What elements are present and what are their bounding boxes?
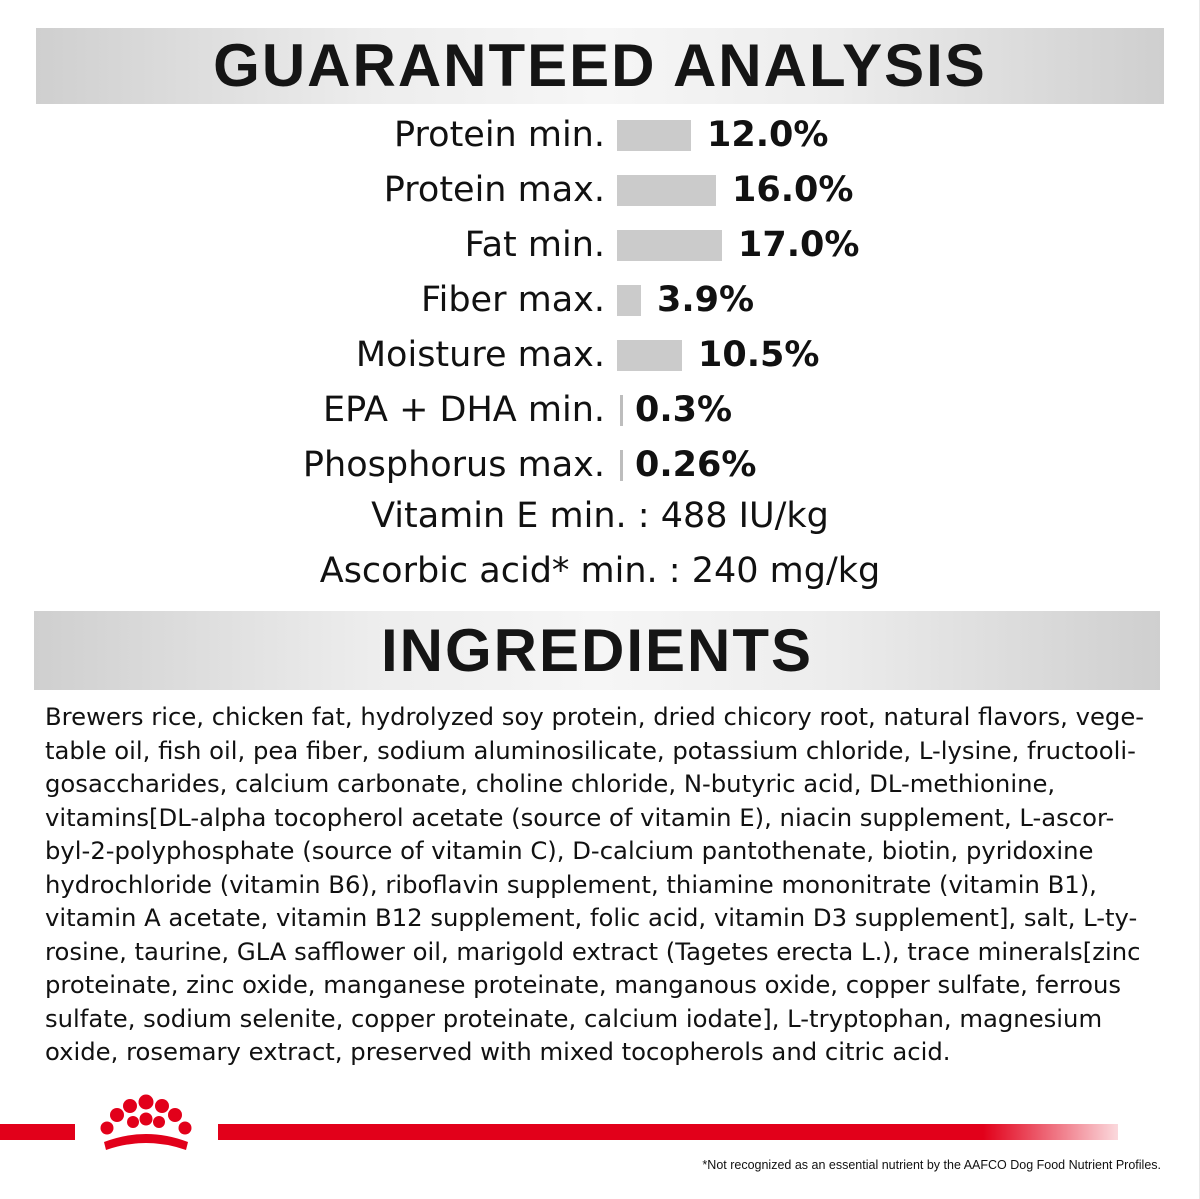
royal-canin-crown-icon [82, 1092, 210, 1156]
ingredients-title: INGREDIENTS [380, 616, 814, 684]
analysis-label: Fat min. [464, 225, 605, 265]
analysis-row [0, 218, 1200, 273]
analysis-bar [617, 175, 716, 206]
brand-line-right [218, 1124, 1118, 1140]
ingredients-line: vitamins[DL-alpha tocopherol acetate (source of vitamin E), niacin supplement, L-ascor- [45, 802, 1115, 832]
ingredients-line: vitamin A acetate, vitamin B12 supplement, folic acid, vitamin D3 supplement], salt, L-ty- [45, 903, 1138, 932]
analysis-bar [617, 120, 691, 151]
analysis-value: 0.26% [635, 445, 757, 485]
analysis-label: Protein max. [383, 170, 605, 210]
analysis-row [0, 273, 1200, 328]
analysis-label: Protein min. [394, 115, 605, 155]
analysis-label: Moisture max. [355, 335, 605, 375]
brand-strip [0, 1086, 1200, 1156]
ingredients-line: table oil, fish oil, pea fiber, sodium aluminosilicate, potassium chloride, L-lysine, fructooli- [45, 735, 1136, 765]
brand-line-left [0, 1124, 75, 1140]
analysis-bar [620, 450, 623, 481]
ingredients-line: Brewers rice, chicken fat, hydrolyzed soy protein, dried chicory root, natural flavors, vege- [45, 702, 1145, 731]
analysis-extra-line: Ascorbic acid* min. : 240 mg/kg [319, 551, 881, 591]
analysis-value: 10.5% [698, 335, 820, 375]
analysis-value: 12.0% [707, 115, 829, 155]
ingredients-line: rosine, taurine, GLA safflower oil, marigold extract (Tagetes erecta L.), trace minerals[zinc [45, 936, 1141, 966]
ingredients-line: sulfate, sodium selenite, copper proteinate, calcium iodate], L-tryptophan, magnesium [45, 1003, 1103, 1033]
ingredients-line: byl-2-polyphosphate (source of vitamin C), D-calcium pantothenate, biotin, pyridoxine [45, 836, 1094, 865]
analysis-row [0, 163, 1200, 218]
ingredients-line: hydrochloride (vitamin B6), riboflavin supplement, thiamine mononitrate (vitamin B1), [45, 869, 1097, 899]
analysis-label: Phosphorus max. [302, 445, 605, 485]
analysis-row [0, 328, 1200, 383]
analysis-bar [617, 285, 641, 316]
analysis-row [0, 383, 1200, 438]
guaranteed-analysis-header [36, 28, 1164, 104]
analysis-value: 0.3% [635, 390, 733, 430]
analysis-row [0, 438, 1200, 493]
analysis-value: 16.0% [732, 170, 854, 210]
analysis-value: 3.9% [657, 280, 755, 320]
analysis-bar [617, 230, 722, 261]
ingredients-line: oxide, rosemary extract, preserved with mixed tocopherols and citric acid. [45, 1037, 951, 1066]
analysis-label: EPA + DHA min. [323, 390, 605, 430]
ingredients-header [34, 611, 1160, 690]
analysis-bar [617, 340, 682, 371]
analysis-row [0, 108, 1200, 163]
footnote: *Not recognized as an essential nutrient by the AAFCO Dog Food Nutrient Profiles. [702, 1158, 1161, 1172]
analysis-label: Fiber max. [421, 280, 605, 320]
ingredients-list [45, 700, 1170, 1069]
guaranteed-analysis-title: GUARANTEED ANALYSIS [213, 32, 987, 99]
analysis-bar [620, 395, 623, 426]
analysis-value: 17.0% [738, 225, 860, 265]
ingredients-line: gosaccharides, calcium carbonate, choline chloride, N-butyric acid, DL-methionine, [45, 769, 1056, 798]
ingredients-line: proteinate, zinc oxide, manganese proteinate, manganous oxide, copper sulfate, ferrous [45, 970, 1122, 999]
analysis-extra-line: Vitamin E min. : 488 IU/kg [371, 496, 829, 536]
